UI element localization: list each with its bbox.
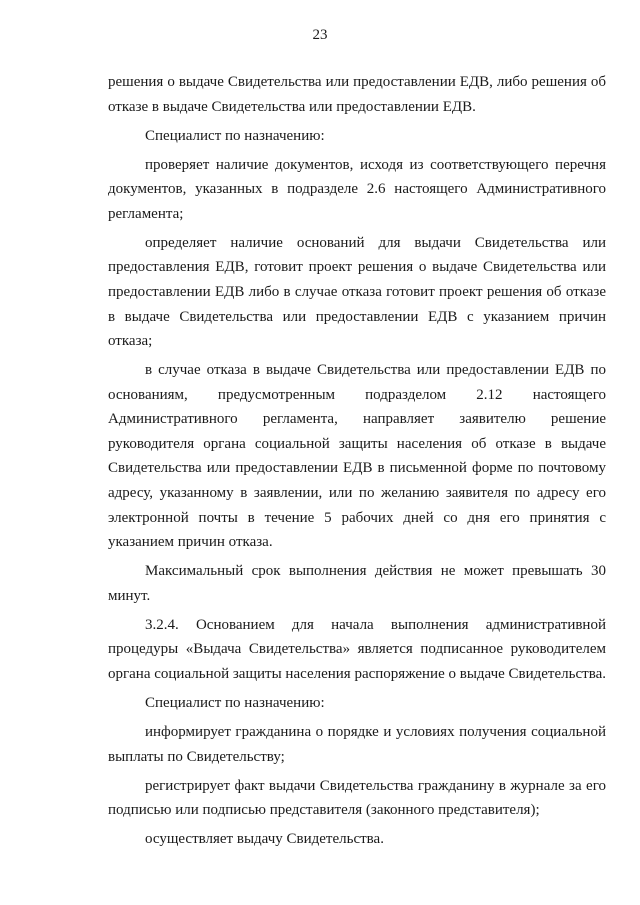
- paragraph-section-3-2-4: 3.2.4. Основанием для начала выполнения административной процедуры «Выдача Свидетельства» является подписанное руководителем органа социальной защиты населения распоряжение о выдаче Свидетельства.: [108, 616, 606, 682]
- paragraph-check-documents: проверяет наличие документов, исходя из соответствующего перечня документов, указанных в подразделе 2.6 настоящего Административного регламента;: [108, 156, 606, 222]
- document-body: [108, 70, 606, 856]
- paragraph-register-issuance: регистрирует факт выдачи Свидетельства гражданину в журнале за его подписью или подписью представителя (законного представителя);: [108, 777, 606, 819]
- paragraph-specialist-heading: Специалист по назначению:: [145, 127, 325, 144]
- paragraph-max-duration: Максимальный срок выполнения действия не может превышать 30 минут.: [108, 563, 606, 604]
- paragraph-continuation: решения о выдаче Свидетельства или предоставлении ЕДВ, либо решения об отказе в выдаче Свидетельства или предоставлении ЕДВ.: [108, 74, 606, 115]
- paragraph-inform-citizen: информирует гражданина о порядке и условиях получения социальной выплаты по Свидетельству;: [108, 723, 606, 765]
- paragraph-issue-certificate: осуществляет выдачу Свидетельства.: [145, 831, 384, 848]
- paragraph-specialist-heading-2: Специалист по назначению:: [145, 694, 325, 711]
- paragraph-refusal: в случае отказа в выдаче Свидетельства или предоставлении ЕДВ по основаниям, предусмотренным подразделом 2.12 настоящего Административного регламента, направляет заявителю решение руководителя органа социальной защиты населения об отказе в выдаче Свидетельства или предоставлении ЕДВ в письменной форме по почтовому адресу, указанному в заявлении, или по желанию заявителя по адресу его электронной почты в течение 5 рабочих дней со дня его принятия с указанием причин отказа.: [108, 362, 606, 551]
- page-number: 23: [312, 27, 328, 43]
- paragraph-determine-grounds: определяет наличие оснований для выдачи Свидетельства или предоставления ЕДВ, готовит проект решения о выдаче Свидетельства или предоставлении ЕДВ либо в случае отказа готовит проект решения об отказе в выдаче Свидетельства или предоставлении ЕДВ с указанием причин отказа;: [108, 234, 606, 350]
